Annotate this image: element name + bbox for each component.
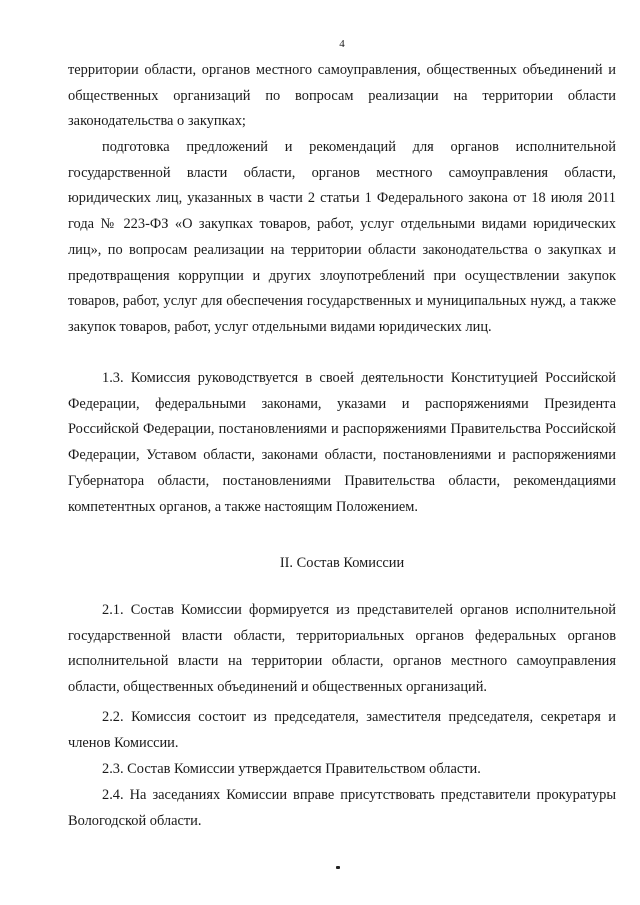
paragraph-2-4: 2.4. На заседаниях Комиссии вправе присутствовать представители прокуратуры Вологодской области.: [68, 787, 616, 829]
paragraph-preparation-proposals: подготовка предложений и рекомендаций для органов исполнительной государственной власти области, органов местного самоуправления области, юридических лиц, указанных в части 2 статьи 1 Федерального закона от 18 июля 2011 года № 223-ФЗ «О закупках товаров, работ, услуг отдельными видами юридических лиц», по вопросам реализации на территории области законодательства о закупках и предотвращения коррупции и других злоупотреблений при осуществлении закупок товаров, работ, услуг для обеспечения государственных и муниципальных нужд, а также закупок товаров, работ, услуг отдельными видами юридических лиц.: [68, 139, 616, 335]
page-number: 4: [339, 38, 345, 50]
scan-mark: [336, 866, 340, 869]
paragraph-2-2: 2.2. Комиссия состоит из председателя, заместителя председателя, секретаря и членов Комиссии.: [68, 709, 616, 751]
paragraph-continuation: территории области, органов местного самоуправления, общественных объединений и общественных организаций по вопросам реализации на территории области законодательства о закупках;: [68, 62, 616, 130]
section-heading: II. Состав Комиссии: [279, 555, 405, 571]
paragraph-1-3: 1.3. Комиссия руководствуется в своей деятельности Конституцией Российской Федерации, федеральными законами, указами и распоряжениями Президента Российской Федерации, постановлениями и распоряжениями Правительства Российской Федерации, Уставом области, законами области, постановлениями и распоряжениями Губернатора области, постановлениями Правительства области, рекомендациями компетентных органов, а также настоящим Положением.: [68, 370, 616, 515]
paragraph-2-1: 2.1. Состав Комиссии формируется из представителей органов исполнительной государственной власти области, территориальных органов федеральных органов исполнительной власти на территории области, органов местного самоуправления области, общественных объединений и общественных организаций.: [68, 602, 616, 696]
paragraph-2-3: 2.3. Состав Комиссии утверждается Правительством области.: [102, 761, 481, 777]
